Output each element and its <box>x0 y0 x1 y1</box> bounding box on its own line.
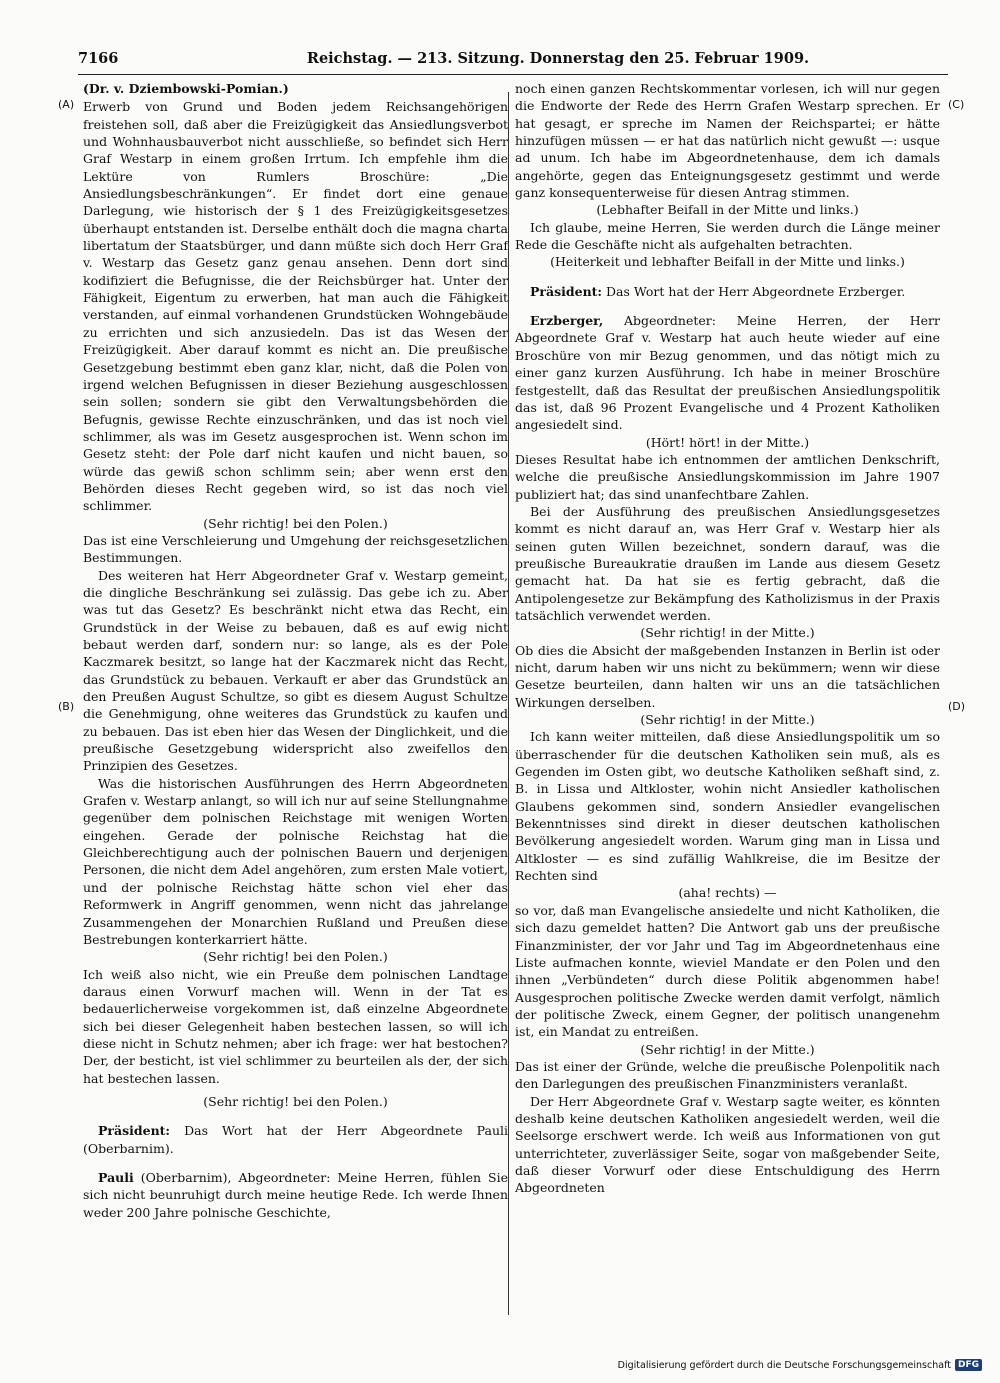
speaker-paragraph: Pauli (Oberbarnim), Abgeordneter: Meine Herren, fühlen Sie sich nicht beunruhigt durch meine heutige Rede. Ich werde Ihnen weder 200 Jahre polnische Geschichte, <box>83 1169 508 1220</box>
paragraph: Das ist einer der Gründe, welche die preußische Polenpolitik nach den Darlegungen des preußischen Finanzministers veranlaßt. <box>515 1058 940 1092</box>
paragraph: Dieses Resultat habe ich entnommen der amtlichen Denkschrift, welche die preußische Ansiedlungskommission im Jahre 1907 publiziert hat; das sind unanfechtbare Zahlen. <box>515 451 940 502</box>
interjection: (Sehr richtig! in der Mitte.) <box>640 625 815 641</box>
speaker-name: Pauli <box>98 1169 134 1185</box>
credit-text: Digitalisierung gefördert durch die Deutsche Forschungsgemeinschaft <box>617 1359 951 1371</box>
margin-marker-c: (C) <box>948 98 965 111</box>
speaker-paragraph: Erzberger, Abgeordneter: Meine Herren, der Herr Abgeordnete Graf v. Westarp hat auch heute wieder auf eine Broschüre von mir Bezug genommen, und das nötigt mich zu einer ganz kurzen Ausführung. Ich habe in meiner Broschüre festgestellt, daß das Resultat der preußischen Ansiedlungspolitik das ist, daß 96 Prozent Evangelische und 4 Prozent Katholiken angesiedelt sind. <box>515 313 940 433</box>
running-title: Reichstag. — 213. Sitzung. Donnerstag den 25. Februar 1909. <box>306 50 810 67</box>
president-label: Präsident: <box>98 1123 171 1139</box>
margin-marker-b: (B) <box>58 700 75 713</box>
interjection: (Sehr richtig! in der Mitte.) <box>640 1041 815 1057</box>
interjection: (Lebhafter Beifall in der Mitte und links.) <box>596 202 859 218</box>
paragraph: Erwerb von Grund und Boden jedem Reichsangehörigen freistehen soll, daß aber die Freizügigkeit das Ansiedlungsverbot und Wohnhausbauverbot nicht ausschließe, so befindet sich Herr Graf Westarp in einem großen Irrtum. Ich empfehle ihm die Lektüre von Rumlers Broschüre: „Die Ansiedlungsbeschränkungen“. Er findet dort eine genaue Darlegung, wie historisch der § 1 des Freizügigkeitsgesetzes überhaupt entstanden ist. Derselbe enthält doch die magna charta libertatum der Staatsbürger, und dann müßte sich doch Herr Graf v. Westarp das Gesetz ganz genau ansehen. Denn dort sind kodifiziert die Befugnisse, die der Reichsbürger hat. Unter der Fähigkeit, Eigentum zu erwerben, hat man auch die Fähigkeit verstanden, auf einmal vorhandenen Grundstücken Wohngebäude zu errichten und sich anzusiedeln. Das ist das Wesen der Freizügigkeit. Aber darauf kommt es nicht an. Die preußische Gesetzgebung bestimmt eben ganz klar, nicht, daß die Polen von irgend welchen Befugnissen in dieser Beziehung ausgeschlossen sein sollen; sondern sie gibt den Verwaltungsbehörden die Befugnis, gewisse Rechte einzuschränken, und das ist noch viel schlimmer, als was im Gesetz ausgesprochen ist. Wenn schon im Gesetz steht: der Pole darf nicht kaufen und nicht bauen, so würde das gewiß schon schlimm sein; aber wenn erst den Behörden dieses Recht gegeben wird, so ist das noch viel schlimmer. <box>83 99 508 514</box>
interjection: (Sehr richtig! bei den Polen.) <box>203 949 388 965</box>
interjection: (Sehr richtig! bei den Polen.) <box>203 515 388 531</box>
president-label: Präsident: <box>530 283 603 299</box>
paragraph: so vor, daß man Evangelische ansiedelte und nicht Katholiken, die sich dazu gemeldet hatten? Die Antwort gab uns der preußische Finanzminister, der vor Jahr und Tag im Abgeordnetenhaus eine Liste aufmachen konnte, wieviel Mandate er den Polen und den ihnen „Verbündeten“ durch diese Politik abgenommen habe! Ausgesprochen politische Zwecke werden damit verfolgt, nämlich der politische Zweck, einem Gegner, der politisch unangenehm ist, ein Mandat zu entreißen. <box>515 902 940 1040</box>
left-column <box>83 80 508 1221</box>
interjection: (Sehr richtig! bei den Polen.) <box>203 1093 388 1109</box>
dfg-logo: DFG <box>955 1359 982 1371</box>
paragraph: Das ist eine Verschleierung und Umgehung der reichsgesetzlichen Bestimmungen. <box>83 532 508 566</box>
speaker-name: Erzberger, <box>530 313 604 329</box>
speaker-continuation: (Dr. v. Dziembowski-Pomian.) <box>83 81 289 96</box>
president-statement: Präsident: Das Wort hat der Herr Abgeordnete Erzberger. <box>530 283 906 299</box>
page-header <box>78 50 948 75</box>
paragraph: Ich glaube, meine Herren, Sie werden durch die Länge meiner Rede die Geschäfte nicht als aufgehalten betrachten. <box>515 219 940 253</box>
paragraph: Ob dies die Absicht der maßgebenden Instanzen in Berlin ist oder nicht, darum haben wir uns nicht zu bekümmern; wenn wir diese Gesetze beurteilen, dann halten wir uns an die tatsächlichen Wirkungen derselben. <box>515 642 940 710</box>
president-statement: Präsident: Das Wort hat der Herr Abgeordnete Pauli (Oberbarnim). <box>83 1123 508 1156</box>
paragraph: Des weiteren hat Herr Abgeordneter Graf v. Westarp gemeint, die dingliche Beschränkung sei zulässig. Das gebe ich zu. Aber was tut das Gesetz? Es beschränkt nicht etwa das Recht, ein Grundstück in der Weise zu bebauen, daß es auf ewig nicht bebaut werden darf, sondern nur: so lange, als es der Pole Kaczmarek besitzt, so lange hat der Kaczmarek nicht das Recht, das Grundstück zu bebauen. Verkauft er aber das Grundstück an den Preußen August Schultze, so gibt es diesem August Schultze die Genehmigung, ohne weiteres das Grundstück zu kaufen und zu bebauen. Das ist eben hier das Wesen der Dinglichkeit, und die preußische Gesetzgebung widerspricht also zweifellos den Prinzipien des Gesetzes. <box>83 567 508 774</box>
paragraph: Ich weiß also nicht, wie ein Preuße dem polnischen Landtage daraus einen Vorwurf machen will. Wenn in der Tat es bedauerlicherweise vorgekommen ist, daß einzelne Abgeordnete sich bei dieser Gelegenheit haben bestechen lassen, so will ich diese nicht in Schutz nehmen; aber ich frage: wer hat bestochen? Der, der besticht, ist viel schlimmer zu beurteilen als der, der sich hat bestechen lassen. <box>83 966 508 1086</box>
paragraph: Ich kann weiter mitteilen, daß diese Ansiedlungspolitik um so überraschender für die deutschen Katholiken sein muß, als es Gegenden im Osten gibt, wo deutsche Katholiken seßhaft sind, z. B. in Lissa und Altkloster, wohin nicht Ansiedler katholischen Glaubens gekommen sind, sondern Ansiedler evangelischen Bekenntnisses sind direkt in dieser deutschen katholischen Bevölkerung angesiedelt worden. Warum ging man in Lissa und Altkloster — es sind zufällig Wahlkreise, die im Besitze der Rechten sind <box>515 729 940 884</box>
digitization-credit <box>618 1359 982 1371</box>
paragraph: Der Herr Abgeordnete Graf v. Westarp sagte weiter, es könnten deshalb keine deutschen Katholiken angesiedelt werden, weil die Seelsorge erschwert werde. Ich weiß aus Informationen von gut unterrichteter, zuverlässiger Seite, sogar von maßgebender Seite, daß dieser Vorwurf oder diese Entschuldigung des Herrn Abgeordneten <box>515 1093 940 1196</box>
margin-marker-a: (A) <box>58 98 75 111</box>
interjection: (Sehr richtig! in der Mitte.) <box>640 712 815 728</box>
paragraph: Was die historischen Ausführungen des Herrn Abgeordneten Grafen v. Westarp anlangt, so will ich nur auf seine Stellungnahme gegenüber dem polnischen Reichstage mit wenigen Worten eingehen. Gerade der polnische Reichstag hat die Gleichberechtigung auch der polnischen Bauern und derjenigen Personen, die nicht dem Adel angehören, zum ersten Male votiert, und der polnische Reichstag hätte schon viel eher das Reformwerk in Angriff genommen, wenn nicht das jahrelange Zusammengehen der Monarchien Rußland und Preußen diese Bestrebungen konterkarriert hätte. <box>83 775 508 947</box>
margin-marker-d: (D) <box>948 700 966 713</box>
interjection: (Hört! hört! in der Mitte.) <box>645 434 810 450</box>
column-divider <box>508 92 509 1315</box>
right-column <box>515 80 940 1197</box>
page-number: 7166 <box>78 50 119 67</box>
interjection: (Heiterkeit und lebhafter Beifall in der Mitte und links.) <box>550 254 905 270</box>
paragraph: noch einen ganzen Rechtskommentar vorlesen, ich will nur gegen die Endworte der Rede des Herrn Grafen Westarp sprechen. Er hat gesagt, er spreche im Namen der Reichspartei; er hätte hinzufügen müssen — er hat das natürlich nicht gewußt —: usque ad unum. Ich habe im Abgeordnetenhause, dem ich damals angehörte, gegen das Enteignungsgesetz gestimmt und werde ganz konsequenterweise für diesen Antrag stimmen. <box>515 81 940 201</box>
paragraph: Bei der Ausführung des preußischen Ansiedlungsgesetzes kommt es nicht darauf an, was Herr Graf v. Westarp hier als seinen guten Willen bezeichnet, sondern darauf, was die preußische Bureaukratie draußen im Lande aus diesem Gesetz gemacht hat. Da hat sie es fertig gebracht, daß die Antipolengesetze zur Bekämpfung des Katholizismus in der Praxis tatsächlich verwendet werden. <box>515 503 940 623</box>
interjection: (aha! rechts) — <box>678 885 777 901</box>
